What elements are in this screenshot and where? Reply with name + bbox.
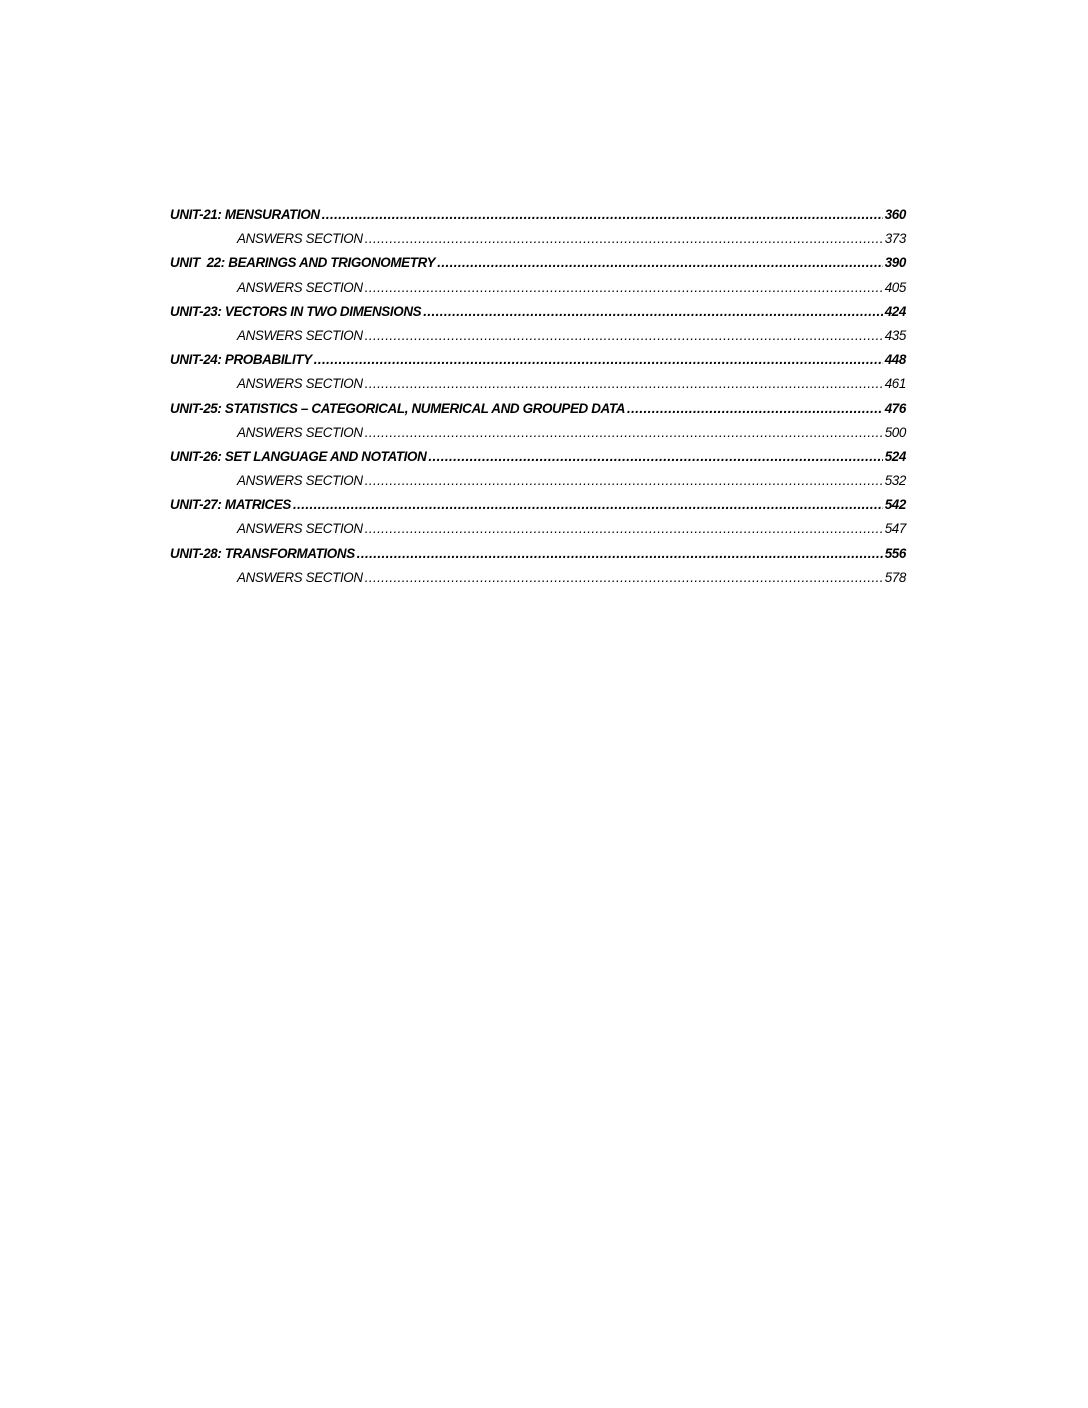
toc-entry-answers-24[interactable] <box>170 372 906 396</box>
toc-entry-page: 532 <box>884 473 906 489</box>
toc-entry-label: ANSWERS SECTION <box>237 279 363 295</box>
toc-entry-page: 542 <box>884 497 906 513</box>
toc-entry-unit-21[interactable] <box>170 203 906 227</box>
dot-leader <box>365 276 883 300</box>
dot-leader <box>423 300 882 324</box>
toc-entry-label: UNIT-24: PROBABILITY <box>170 352 312 368</box>
toc-entry-unit-24[interactable] <box>170 348 906 372</box>
dot-leader <box>365 566 883 590</box>
dot-leader <box>293 493 883 517</box>
toc-entry-page: 424 <box>884 303 906 319</box>
toc-entry-page: 461 <box>884 376 906 392</box>
toc-entry-label: ANSWERS SECTION <box>237 424 363 440</box>
toc-entry-unit-23[interactable] <box>170 300 906 324</box>
dot-leader <box>365 324 883 348</box>
toc-entry-page: 547 <box>884 521 906 537</box>
dot-leader <box>365 372 883 396</box>
toc-entry-answers-28[interactable] <box>170 566 906 590</box>
toc-entry-answers-23[interactable] <box>170 324 906 348</box>
toc-entry-page: 448 <box>884 352 906 368</box>
toc-entry-page: 578 <box>884 569 906 585</box>
toc-entry-page: 476 <box>884 400 906 416</box>
toc-entry-page: 556 <box>884 545 906 561</box>
toc-entry-label: ANSWERS SECTION <box>237 231 363 247</box>
toc-entry-label: UNIT-21: MENSURATION <box>170 207 320 222</box>
toc-entry-page: 390 <box>884 255 906 271</box>
dot-leader <box>437 251 882 275</box>
dot-leader <box>365 227 883 251</box>
toc-entry-label: UNIT-26: SET LANGUAGE AND NOTATION <box>170 448 427 464</box>
dot-leader <box>322 203 883 227</box>
toc-entry-label: UNIT 22: BEARINGS AND TRIGONOMETRY <box>170 255 436 271</box>
table-of-contents <box>170 203 906 590</box>
toc-entry-label: ANSWERS SECTION <box>237 473 363 489</box>
toc-entry-unit-22[interactable] <box>170 251 906 275</box>
dot-leader <box>428 445 882 469</box>
toc-entry-page: 435 <box>884 327 906 343</box>
toc-entry-answers-25[interactable] <box>170 421 906 445</box>
dot-leader <box>365 517 883 541</box>
toc-entry-unit-26[interactable] <box>170 445 906 469</box>
toc-entry-label: UNIT-27: MATRICES <box>170 497 292 513</box>
toc-entry-page: 500 <box>884 424 906 440</box>
toc-entry-answers-27[interactable] <box>170 517 906 541</box>
toc-entry-label: UNIT-25: STATISTICS – CATEGORICAL, NUMERICAL AND GROUPED DATA <box>170 400 626 416</box>
toc-entry-page: 360 <box>884 207 906 222</box>
toc-entry-label: UNIT-28: TRANSFORMATIONS <box>170 545 355 561</box>
toc-entry-page: 373 <box>884 231 906 247</box>
toc-entry-label: ANSWERS SECTION <box>237 376 363 392</box>
toc-entry-label: UNIT-23: VECTORS IN TWO DIMENSIONS <box>170 303 422 319</box>
toc-entry-unit-25[interactable] <box>170 397 906 421</box>
dot-leader <box>627 397 883 421</box>
toc-entry-answers-26[interactable] <box>170 469 906 493</box>
toc-entry-label: ANSWERS SECTION <box>237 569 363 585</box>
toc-entry-label: ANSWERS SECTION <box>237 521 363 537</box>
toc-entry-page: 524 <box>884 448 906 464</box>
dot-leader <box>365 469 883 493</box>
toc-entry-unit-28[interactable] <box>170 542 906 566</box>
toc-entry-label: ANSWERS SECTION <box>237 327 363 343</box>
dot-leader <box>365 421 883 445</box>
dot-leader <box>357 542 883 566</box>
toc-entry-page: 405 <box>884 279 906 295</box>
toc-entry-unit-27[interactable] <box>170 493 906 517</box>
dot-leader <box>314 348 883 372</box>
toc-entry-answers-22[interactable] <box>170 276 906 300</box>
toc-entry-answers-21[interactable] <box>170 227 906 251</box>
